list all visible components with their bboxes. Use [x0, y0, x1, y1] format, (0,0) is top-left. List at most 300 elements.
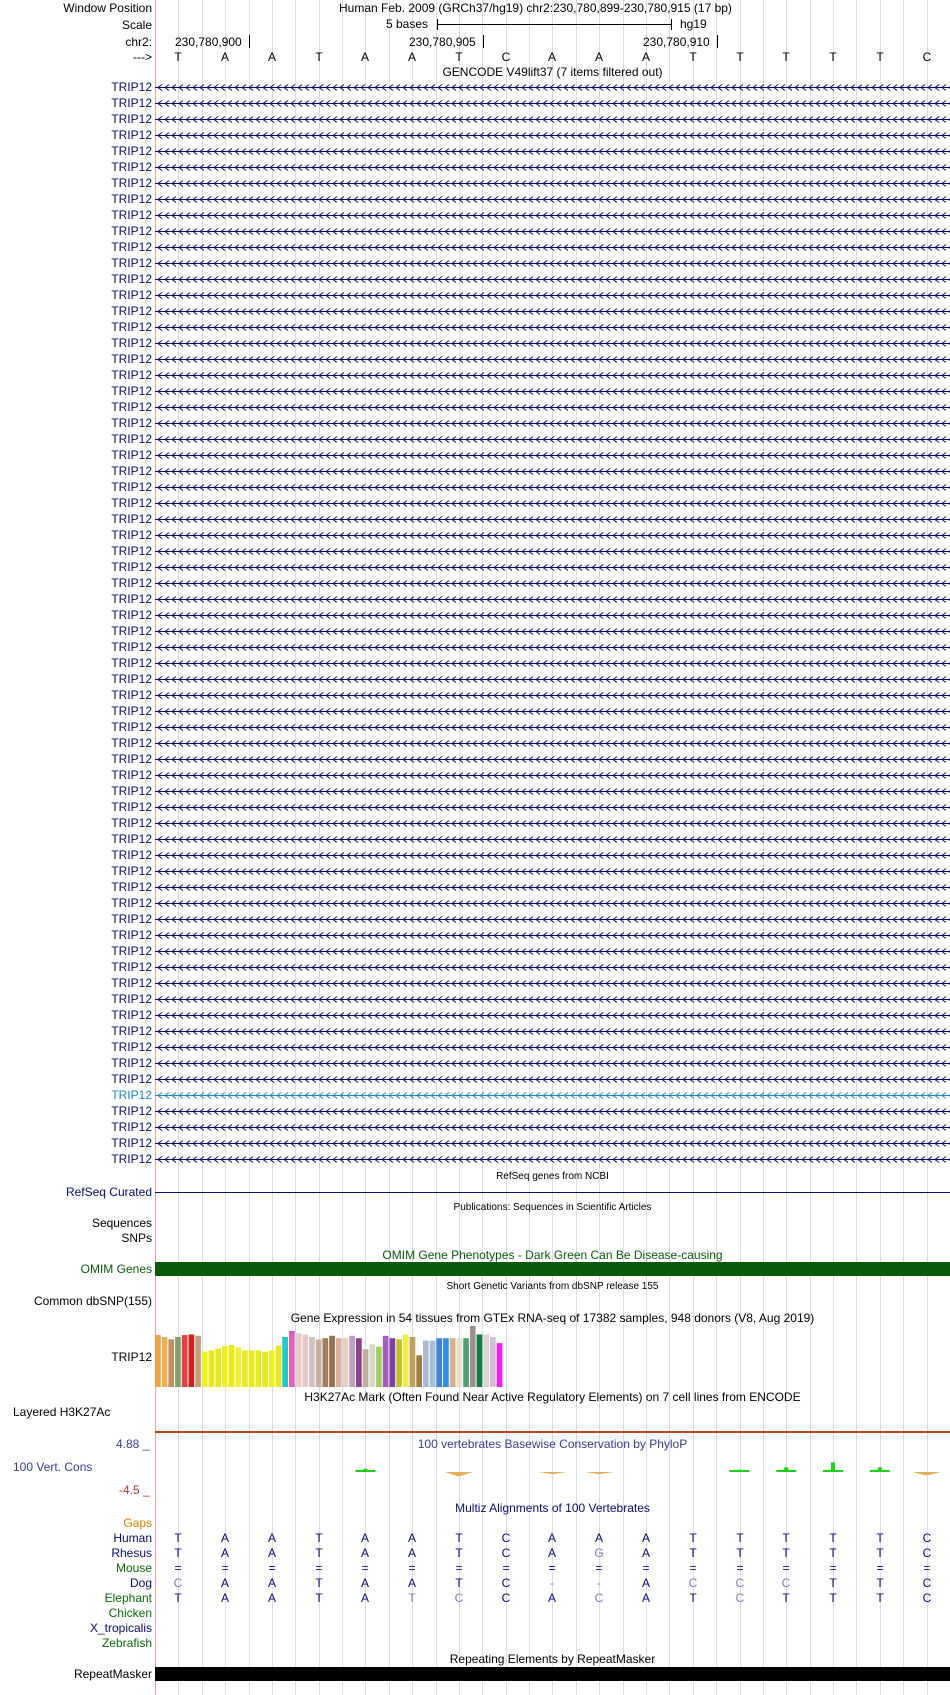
multiz-base: T	[455, 1546, 463, 1560]
gencode-transcript-label[interactable]: TRIP12	[111, 624, 152, 638]
multiz-base: C	[594, 1591, 604, 1605]
multiz-base: A	[220, 1531, 229, 1545]
gencode-transcript-line[interactable]	[155, 533, 950, 539]
gencode-transcript-line[interactable]	[155, 757, 950, 763]
multiz-base: A	[407, 1576, 416, 1590]
phylop-score-mark[interactable]	[445, 1472, 473, 1476]
gencode-transcript-line[interactable]	[155, 613, 950, 619]
gencode-transcript-label[interactable]: TRIP12	[111, 416, 152, 430]
gencode-transcript-line[interactable]	[155, 437, 950, 443]
gencode-transcript-line[interactable]	[155, 789, 950, 795]
gtex-tissue-bar[interactable]	[249, 1350, 255, 1387]
gencode-transcript-line[interactable]	[155, 1125, 950, 1131]
gtex-tissue-bar[interactable]	[195, 1336, 201, 1387]
gencode-transcript-label[interactable]: TRIP12	[111, 192, 152, 206]
gencode-transcript-label[interactable]: TRIP12	[111, 1072, 152, 1086]
multiz-base: C	[501, 1591, 511, 1605]
multiz-base: A	[407, 1531, 416, 1545]
gencode-transcript-label[interactable]: TRIP12	[111, 512, 152, 526]
phylop-score-mark[interactable]	[585, 1472, 613, 1474]
multiz-species-label[interactable]: Chicken	[108, 1606, 152, 1620]
gencode-transcript-label[interactable]: TRIP12	[111, 736, 152, 750]
gencode-transcript-line[interactable]	[155, 341, 950, 347]
gtex-tissue-bar[interactable]	[235, 1347, 241, 1387]
gencode-transcript-label[interactable]: TRIP12	[111, 720, 152, 734]
multiz-species-label[interactable]: Rhesus	[111, 1546, 152, 1560]
gencode-transcript-line[interactable]	[155, 773, 950, 779]
gencode-transcript-label[interactable]: TRIP12	[111, 112, 152, 126]
multiz-base: T	[315, 1591, 323, 1605]
gencode-transcript-label[interactable]: TRIP12	[111, 144, 152, 158]
phylop-min-label: -4.5 _	[119, 1483, 150, 1497]
window-position-value[interactable]: Human Feb. 2009 (GRCh37/hg19) chr2:230,780,899-230,780,915 (17 bp)	[339, 1, 732, 15]
gencode-transcript-line[interactable]	[155, 933, 950, 939]
gencode-transcript-line[interactable]	[155, 581, 950, 587]
gtex-tissue-bar[interactable]	[162, 1337, 168, 1387]
gencode-transcript-line[interactable]	[155, 181, 950, 187]
gencode-transcript-label[interactable]: TRIP12	[111, 768, 152, 782]
gencode-transcript-label[interactable]: TRIP12	[111, 976, 152, 990]
gencode-transcript-label[interactable]: TRIP12	[111, 640, 152, 654]
gencode-transcript-label[interactable]: TRIP12	[111, 784, 152, 798]
repeatmasker-bar[interactable]	[155, 1667, 950, 1681]
refseq-gene-line[interactable]	[155, 1192, 950, 1193]
multiz-base: T	[829, 1591, 837, 1605]
gencode-transcript-line[interactable]	[155, 949, 950, 955]
gencode-transcript-line[interactable]	[155, 165, 950, 171]
gtex-tissue-bar[interactable]	[356, 1338, 362, 1387]
gtex-tissue-bar[interactable]	[323, 1338, 329, 1387]
gencode-transcript-label[interactable]: TRIP12	[111, 992, 152, 1006]
gencode-transcript-line[interactable]	[155, 981, 950, 987]
gencode-transcript-label[interactable]: TRIP12	[111, 496, 152, 510]
publications-label-snps[interactable]: SNPs	[121, 1231, 152, 1245]
multiz-base: A	[547, 1531, 556, 1545]
gencode-transcript-line[interactable]	[155, 1093, 950, 1099]
gencode-transcript-line[interactable]	[155, 1077, 950, 1083]
gencode-transcript-line[interactable]	[155, 149, 950, 155]
multiz-species-label[interactable]: Mouse	[115, 1561, 152, 1575]
multiz-base: T	[315, 1546, 323, 1560]
gencode-transcript-label[interactable]: TRIP12	[111, 672, 152, 686]
gencode-transcript-label[interactable]: TRIP12	[111, 608, 152, 622]
gencode-transcript-label[interactable]: TRIP12	[111, 864, 152, 878]
gencode-transcript-label[interactable]: TRIP12	[111, 832, 152, 846]
gtex-tissue-bar[interactable]	[343, 1338, 349, 1387]
gencode-transcript-line[interactable]	[155, 213, 950, 219]
gtex-tissue-bar[interactable]	[436, 1338, 442, 1387]
multiz-base: A	[220, 1591, 229, 1605]
sequence-base: A	[547, 50, 556, 64]
gtex-tissue-bar[interactable]	[276, 1346, 282, 1388]
gencode-transcript-label[interactable]: TRIP12	[111, 1136, 152, 1150]
gencode-transcript-label[interactable]: TRIP12	[111, 400, 152, 414]
gencode-transcript-label[interactable]: TRIP12	[111, 256, 152, 270]
gencode-transcript-line[interactable]	[155, 1109, 950, 1115]
scale-bar-left-cap	[437, 19, 438, 30]
gencode-transcript-label[interactable]: TRIP12	[111, 704, 152, 718]
gencode-transcript-line[interactable]	[155, 821, 950, 827]
multiz-species-label[interactable]: Dog	[129, 1576, 152, 1590]
multiz-base: T	[315, 1576, 323, 1590]
gencode-transcript-label[interactable]: TRIP12	[111, 528, 152, 542]
gtex-tissue-bar[interactable]	[302, 1335, 308, 1388]
gtex-tissue-bar[interactable]	[416, 1355, 422, 1387]
gencode-transcript-line[interactable]	[155, 85, 950, 91]
multiz-base: C	[454, 1591, 464, 1605]
gtex-tissue-bar[interactable]	[329, 1336, 335, 1387]
gencode-transcript-label[interactable]: TRIP12	[111, 208, 152, 222]
gtex-tissue-bar[interactable]	[175, 1337, 181, 1387]
gencode-transcript-line[interactable]	[155, 453, 950, 459]
gtex-tissue-bar[interactable]	[309, 1337, 315, 1387]
phylop-conservation-plot[interactable]	[155, 1452, 950, 1492]
phylop-track-title[interactable]: 100 vertebrates Basewise Conservation by PhyloP	[417, 1437, 688, 1451]
multiz-base: =	[923, 1561, 931, 1575]
scale-assembly: hg19	[680, 17, 707, 31]
gencode-transcript-label[interactable]: TRIP12	[111, 896, 152, 910]
multiz-base: =	[315, 1561, 323, 1575]
gencode-transcript-label[interactable]: TRIP12	[111, 480, 152, 494]
gtex-tissue-bar[interactable]	[410, 1337, 416, 1387]
gencode-transcript-label[interactable]: TRIP12	[111, 432, 152, 446]
gencode-transcript-line[interactable]	[155, 885, 950, 891]
phylop-max-label: 4.88 _	[116, 1437, 150, 1451]
gencode-transcript-label[interactable]: TRIP12	[111, 1056, 152, 1070]
gtex-tissue-bar[interactable]	[423, 1341, 429, 1387]
multiz-base: T	[876, 1576, 884, 1590]
gtex-tissue-bar[interactable]	[403, 1335, 409, 1388]
refseq-track-label[interactable]: RefSeq Curated	[65, 1185, 152, 1199]
gencode-transcript-line[interactable]	[155, 997, 950, 1003]
chrom-label: chr2:	[125, 35, 152, 49]
gtex-tissue-bar[interactable]	[229, 1345, 235, 1387]
gencode-transcript-line[interactable]	[155, 357, 950, 363]
multiz-base: T	[829, 1531, 837, 1545]
gtex-tissue-bar[interactable]	[316, 1339, 322, 1387]
multiz-base: =	[361, 1561, 369, 1575]
gencode-transcript-label[interactable]: TRIP12	[111, 800, 152, 814]
h3k27ac-signal-line[interactable]	[155, 1431, 950, 1433]
gencode-transcript-line[interactable]	[155, 565, 950, 571]
gencode-transcript-label[interactable]: TRIP12	[111, 320, 152, 334]
gencode-transcript-label[interactable]: TRIP12	[111, 80, 152, 94]
gtex-tissue-bar[interactable]	[349, 1336, 355, 1387]
gencode-transcript-line[interactable]	[155, 293, 950, 299]
dbsnp-track-label[interactable]: Common dbSNP(155)	[33, 1294, 152, 1308]
multiz-base: =	[548, 1561, 556, 1575]
multiz-base: A	[360, 1591, 369, 1605]
gtex-tissue-bar[interactable]	[470, 1326, 476, 1387]
gencode-transcript-label[interactable]: TRIP12	[111, 176, 152, 190]
gencode-transcript-line[interactable]	[155, 549, 950, 555]
phylop-score-mark[interactable]	[355, 1469, 375, 1472]
gencode-transcript-label[interactable]: TRIP12	[111, 160, 152, 174]
multiz-base: T	[876, 1531, 884, 1545]
gencode-transcript-label[interactable]: TRIP12	[111, 224, 152, 238]
gencode-transcript-line[interactable]	[155, 277, 950, 283]
multiz-base: A	[547, 1546, 556, 1560]
gencode-transcript-line[interactable]	[155, 597, 950, 603]
gencode-transcript-line[interactable]	[155, 485, 950, 491]
gencode-transcript-line[interactable]	[155, 101, 950, 107]
gencode-transcript-label[interactable]: TRIP12	[111, 1088, 152, 1102]
gencode-transcript-line[interactable]	[155, 629, 950, 635]
phylop-score-mark[interactable]	[730, 1470, 750, 1472]
gencode-transcript-line[interactable]	[155, 517, 950, 523]
multiz-base: T	[736, 1531, 744, 1545]
gencode-transcript-label[interactable]: TRIP12	[111, 688, 152, 702]
gencode-transcript-label[interactable]: TRIP12	[111, 336, 152, 350]
multiz-base: T	[782, 1546, 790, 1560]
multiz-base: C	[922, 1531, 932, 1545]
gtex-tissue-bar[interactable]	[256, 1350, 262, 1387]
gtex-tissue-bar[interactable]	[396, 1339, 402, 1387]
gtex-tissue-bar[interactable]	[182, 1335, 188, 1387]
gencode-transcript-line[interactable]	[155, 389, 950, 395]
sequence-base: A	[641, 50, 650, 64]
multiz-base: =	[455, 1561, 463, 1575]
multiz-base: C	[173, 1576, 183, 1590]
gencode-transcript-label[interactable]: TRIP12	[111, 576, 152, 590]
gtex-tissue-bar[interactable]	[222, 1346, 228, 1387]
sequence-base: T	[315, 50, 323, 64]
gtex-tissue-bar[interactable]	[168, 1339, 174, 1387]
multiz-base: A	[641, 1531, 650, 1545]
sequence-base: A	[267, 50, 276, 64]
gencode-transcript-label[interactable]: TRIP12	[111, 944, 152, 958]
gtex-tissue-bar[interactable]	[463, 1338, 469, 1387]
gtex-tissue-bar[interactable]	[282, 1337, 288, 1387]
multiz-base: T	[782, 1591, 790, 1605]
phylop-score-mark[interactable]	[823, 1462, 843, 1472]
gencode-transcript-line[interactable]	[155, 133, 950, 139]
gencode-transcript-label[interactable]: TRIP12	[111, 960, 152, 974]
gtex-tissue-bar[interactable]	[369, 1344, 375, 1387]
gencode-transcript-line[interactable]	[155, 1141, 950, 1147]
omim-gene-bar[interactable]	[155, 1262, 950, 1276]
gtex-tissue-bar[interactable]	[289, 1331, 295, 1387]
gencode-transcript-line[interactable]	[155, 869, 950, 875]
gencode-transcript-label[interactable]: TRIP12	[111, 240, 152, 254]
gencode-transcript-label[interactable]: TRIP12	[111, 272, 152, 286]
gencode-transcript-label[interactable]: TRIP12	[111, 592, 152, 606]
sequence-base: T	[736, 50, 744, 64]
gencode-transcript-label[interactable]: TRIP12	[111, 752, 152, 766]
strand-label: --->	[133, 50, 152, 64]
gencode-transcript-label[interactable]: TRIP12	[111, 368, 152, 382]
multiz-base: T	[689, 1546, 697, 1560]
multiz-base: =	[829, 1561, 837, 1575]
repeatmasker-track-label[interactable]: RepeatMasker	[73, 1667, 152, 1681]
gtex-tissue-bar[interactable]	[443, 1338, 449, 1387]
gencode-transcript-line[interactable]	[155, 469, 950, 475]
scale-text: 5 bases	[386, 17, 429, 31]
multiz-base: =	[268, 1561, 276, 1575]
gencode-transcript-label[interactable]: TRIP12	[111, 912, 152, 926]
publications-track-title[interactable]: Publications: Sequences in Scientific Articles	[453, 1202, 652, 1213]
gencode-transcript-label[interactable]: TRIP12	[111, 1040, 152, 1054]
multiz-base: A	[360, 1546, 369, 1560]
multiz-species-label[interactable]: Zebrafish	[101, 1636, 152, 1650]
gencode-transcript-label[interactable]: TRIP12	[111, 1152, 152, 1166]
tick-label-3: 230,780,910	[643, 35, 710, 49]
gtex-tissue-bar[interactable]	[497, 1343, 503, 1387]
gencode-transcript-line[interactable]	[155, 325, 950, 331]
phylop-score-mark[interactable]	[776, 1467, 796, 1472]
gencode-transcript-line[interactable]	[155, 677, 950, 683]
repeatmasker-track-title[interactable]: Repeating Elements by RepeatMasker	[449, 1652, 656, 1666]
gencode-transcript-line[interactable]	[155, 1029, 950, 1035]
gencode-transcript-line[interactable]	[155, 853, 950, 859]
multiz-species-label[interactable]: Human	[113, 1531, 152, 1545]
gtex-tissue-bar[interactable]	[209, 1350, 215, 1387]
gencode-transcript-line[interactable]	[155, 1157, 950, 1163]
gencode-transcript-label[interactable]: TRIP12	[111, 544, 152, 558]
gencode-transcript-label[interactable]: TRIP12	[111, 464, 152, 478]
gencode-transcript-label[interactable]: TRIP12	[111, 816, 152, 830]
sequence-base: T	[829, 50, 837, 64]
gencode-transcript-label[interactable]: TRIP12	[111, 656, 152, 670]
multiz-base: T	[876, 1591, 884, 1605]
gtex-tissue-bar[interactable]	[242, 1350, 248, 1387]
gencode-transcript-line[interactable]	[155, 117, 950, 123]
gencode-transcript-line[interactable]	[155, 805, 950, 811]
gencode-transcript-line[interactable]	[155, 1013, 950, 1019]
gtex-tissue-bar[interactable]	[269, 1350, 275, 1387]
phylop-score-mark[interactable]	[870, 1467, 890, 1472]
omim-track-title[interactable]: OMIM Gene Phenotypes - Dark Green Can Be Disease-causing	[382, 1248, 723, 1262]
gencode-gene-track[interactable]	[155, 80, 950, 1170]
scale-bar	[437, 24, 672, 25]
refseq-track-title[interactable]: RefSeq genes from NCBI	[496, 1171, 609, 1182]
gencode-transcript-label[interactable]: TRIP12	[111, 304, 152, 318]
gencode-transcript-label[interactable]: TRIP12	[111, 128, 152, 142]
gtex-tissue-bar[interactable]	[430, 1341, 436, 1387]
gencode-transcript-label[interactable]: TRIP12	[111, 384, 152, 398]
gencode-transcript-label[interactable]: TRIP12	[111, 96, 152, 110]
gencode-transcript-line[interactable]	[155, 229, 950, 235]
gencode-transcript-line[interactable]	[155, 837, 950, 843]
multiz-track-title[interactable]: Multiz Alignments of 100 Vertebrates	[455, 1501, 650, 1515]
gencode-transcript-label[interactable]: TRIP12	[111, 928, 152, 942]
gencode-transcript-line[interactable]	[155, 709, 950, 715]
phylop-track-label[interactable]: 100 Vert. Cons	[13, 1460, 93, 1474]
phylop-score-mark[interactable]	[538, 1472, 566, 1474]
gencode-transcript-line[interactable]	[155, 501, 950, 507]
gtex-tissue-bar[interactable]	[457, 1338, 463, 1387]
multiz-base: T	[455, 1576, 463, 1590]
multiz-base: A	[267, 1531, 276, 1545]
gencode-transcript-line[interactable]	[155, 405, 950, 411]
gencode-transcript-label[interactable]: TRIP12	[111, 880, 152, 894]
gencode-transcript-label[interactable]: TRIP12	[111, 448, 152, 462]
multiz-base: T	[174, 1591, 182, 1605]
gencode-transcript-label[interactable]: TRIP12	[111, 1024, 152, 1038]
gtex-track-label[interactable]: TRIP12	[111, 1350, 152, 1364]
gencode-transcript-line[interactable]	[155, 741, 950, 747]
multiz-base: C	[781, 1576, 791, 1590]
gencode-transcript-label[interactable]: TRIP12	[111, 560, 152, 574]
multiz-base: T	[455, 1531, 463, 1545]
gtex-tissue-bar[interactable]	[383, 1336, 389, 1387]
gencode-transcript-line[interactable]	[155, 1061, 950, 1067]
gencode-transcript-line[interactable]	[155, 261, 950, 267]
sequence-base: A	[407, 50, 416, 64]
gencode-transcript-label[interactable]: TRIP12	[111, 1120, 152, 1134]
gencode-transcript-line[interactable]	[155, 901, 950, 907]
scale-label: Scale	[121, 18, 152, 32]
gtex-tissue-bar[interactable]	[155, 1335, 161, 1387]
gtex-tissue-bar[interactable]	[490, 1337, 496, 1387]
multiz-base: =	[642, 1561, 650, 1575]
tick-label-1: 230,780,900	[175, 35, 242, 49]
h3k27ac-track-title[interactable]: H3K27Ac Mark (Often Found Near Active Regulatory Elements) on 7 cell lines from ENCODE	[304, 1390, 801, 1404]
gencode-transcript-label[interactable]: TRIP12	[111, 1104, 152, 1118]
gencode-transcript-line[interactable]	[155, 917, 950, 923]
dbsnp-track-title[interactable]: Short Genetic Variants from dbSNP release 155	[446, 1281, 659, 1292]
publications-label-sequences[interactable]: Sequences	[91, 1216, 152, 1230]
phylop-score-mark[interactable]	[913, 1472, 941, 1475]
gtex-tissue-bar[interactable]	[296, 1333, 302, 1387]
gencode-transcript-label[interactable]: TRIP12	[111, 1008, 152, 1022]
gencode-transcript-label[interactable]: TRIP12	[111, 352, 152, 366]
tick-mark-2	[483, 35, 484, 48]
multiz-species-label[interactable]: Elephant	[104, 1591, 152, 1605]
gencode-transcript-line[interactable]	[155, 197, 950, 203]
multiz-base: C	[501, 1531, 511, 1545]
gtex-tissue-bar[interactable]	[483, 1335, 489, 1388]
tick-mark-3	[717, 35, 718, 48]
gtex-tissue-bar[interactable]	[189, 1335, 195, 1388]
gencode-transcript-label[interactable]: TRIP12	[111, 288, 152, 302]
gtex-tissue-bar[interactable]	[376, 1347, 382, 1387]
gencode-transcript-line[interactable]	[155, 373, 950, 379]
gencode-transcript-line[interactable]	[155, 645, 950, 651]
gtex-tissue-bar[interactable]	[363, 1349, 369, 1387]
gencode-transcript-line[interactable]	[155, 725, 950, 731]
multiz-base: T	[408, 1591, 416, 1605]
gencode-transcript-line[interactable]	[155, 421, 950, 427]
multiz-species-label[interactable]: X_tropicalis	[89, 1621, 152, 1635]
gtex-tissue-bar[interactable]	[202, 1352, 208, 1387]
gencode-transcript-line[interactable]	[155, 693, 950, 699]
h3k27ac-track-label[interactable]: Layered H3K27Ac	[13, 1405, 111, 1419]
multiz-base: =	[736, 1561, 744, 1575]
gtex-tissue-bar[interactable]	[336, 1338, 342, 1387]
multiz-gaps-label: Gaps	[123, 1516, 152, 1530]
gencode-transcript-line[interactable]	[155, 661, 950, 667]
gtex-tissue-bar[interactable]	[390, 1338, 396, 1387]
multiz-base: A	[267, 1576, 276, 1590]
gencode-transcript-line[interactable]	[155, 1045, 950, 1051]
multiz-base: C	[735, 1576, 745, 1590]
gtex-tissue-bar[interactable]	[262, 1352, 268, 1387]
gtex-track-title[interactable]: Gene Expression in 54 tissues from GTEx RNA-seq of 17382 samples, 948 donors (V8, Aug 2019)	[290, 1311, 815, 1325]
gencode-transcript-line[interactable]	[155, 245, 950, 251]
gtex-tissue-bar[interactable]	[215, 1349, 221, 1387]
gencode-transcript-line[interactable]	[155, 965, 950, 971]
gtex-tissue-bar[interactable]	[450, 1338, 456, 1387]
gencode-transcript-line[interactable]	[155, 309, 950, 315]
gtex-tissue-bar[interactable]	[477, 1335, 483, 1388]
multiz-base: =	[876, 1561, 884, 1575]
sequence-base: A	[594, 50, 603, 64]
omim-track-label[interactable]: OMIM Genes	[80, 1262, 152, 1276]
gtex-expression-chart[interactable]	[155, 1326, 950, 1387]
gencode-transcript-label[interactable]: TRIP12	[111, 848, 152, 862]
gencode-track-title[interactable]: GENCODE V49lift37 (7 items filtered out)	[442, 65, 663, 79]
